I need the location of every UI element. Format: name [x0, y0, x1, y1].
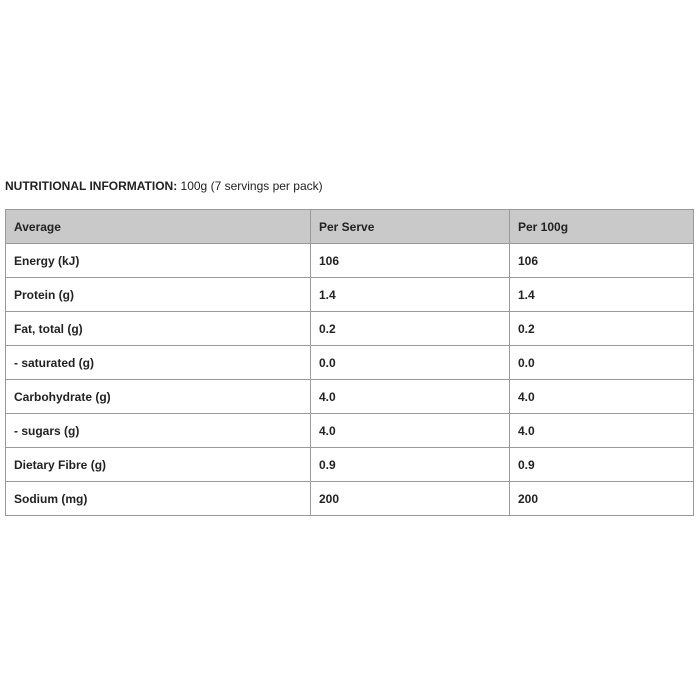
table-row — [6, 482, 694, 516]
nutrition-heading-text: 100g (7 servings per pack) — [177, 179, 323, 193]
table-row — [6, 244, 694, 278]
nutrient-name: Sodium (mg) — [6, 482, 311, 516]
table-row — [6, 346, 694, 380]
table-row — [6, 312, 694, 346]
table-row — [6, 380, 694, 414]
nutrient-name: Energy (kJ) — [6, 244, 311, 278]
per-100g-value: 1.4 — [510, 278, 694, 312]
column-header-average: Average — [6, 210, 311, 244]
nutrient-name: - saturated (g) — [6, 346, 311, 380]
per-100g-value: 0.9 — [510, 448, 694, 482]
per-100g-value: 4.0 — [510, 414, 694, 448]
table-row — [6, 278, 694, 312]
nutrient-name: Dietary Fibre (g) — [6, 448, 311, 482]
nutrition-heading-label: NUTRITIONAL INFORMATION: — [5, 179, 178, 193]
table-header-row — [6, 210, 694, 244]
nutrition-table — [5, 209, 694, 516]
per-100g-value: 106 — [510, 244, 694, 278]
column-header-per-serve: Per Serve — [311, 210, 510, 244]
per-100g-value: 4.0 — [510, 380, 694, 414]
per-100g-value: 0.0 — [510, 346, 694, 380]
nutrient-name: - sugars (g) — [6, 414, 311, 448]
per-serve-value: 106 — [311, 244, 510, 278]
per-100g-value: 200 — [510, 482, 694, 516]
per-serve-value: 200 — [311, 482, 510, 516]
table-row — [6, 448, 694, 482]
per-serve-value: 1.4 — [311, 278, 510, 312]
per-serve-value: 0.2 — [311, 312, 510, 346]
per-100g-value: 0.2 — [510, 312, 694, 346]
nutrient-name: Fat, total (g) — [6, 312, 311, 346]
nutrition-heading — [5, 178, 323, 194]
per-serve-value: 4.0 — [311, 414, 510, 448]
per-serve-value: 0.9 — [311, 448, 510, 482]
nutrient-name: Protein (g) — [6, 278, 311, 312]
column-header-per-100g: Per 100g — [510, 210, 694, 244]
per-serve-value: 4.0 — [311, 380, 510, 414]
nutrient-name: Carbohydrate (g) — [6, 380, 311, 414]
table-row — [6, 414, 694, 448]
per-serve-value: 0.0 — [311, 346, 510, 380]
